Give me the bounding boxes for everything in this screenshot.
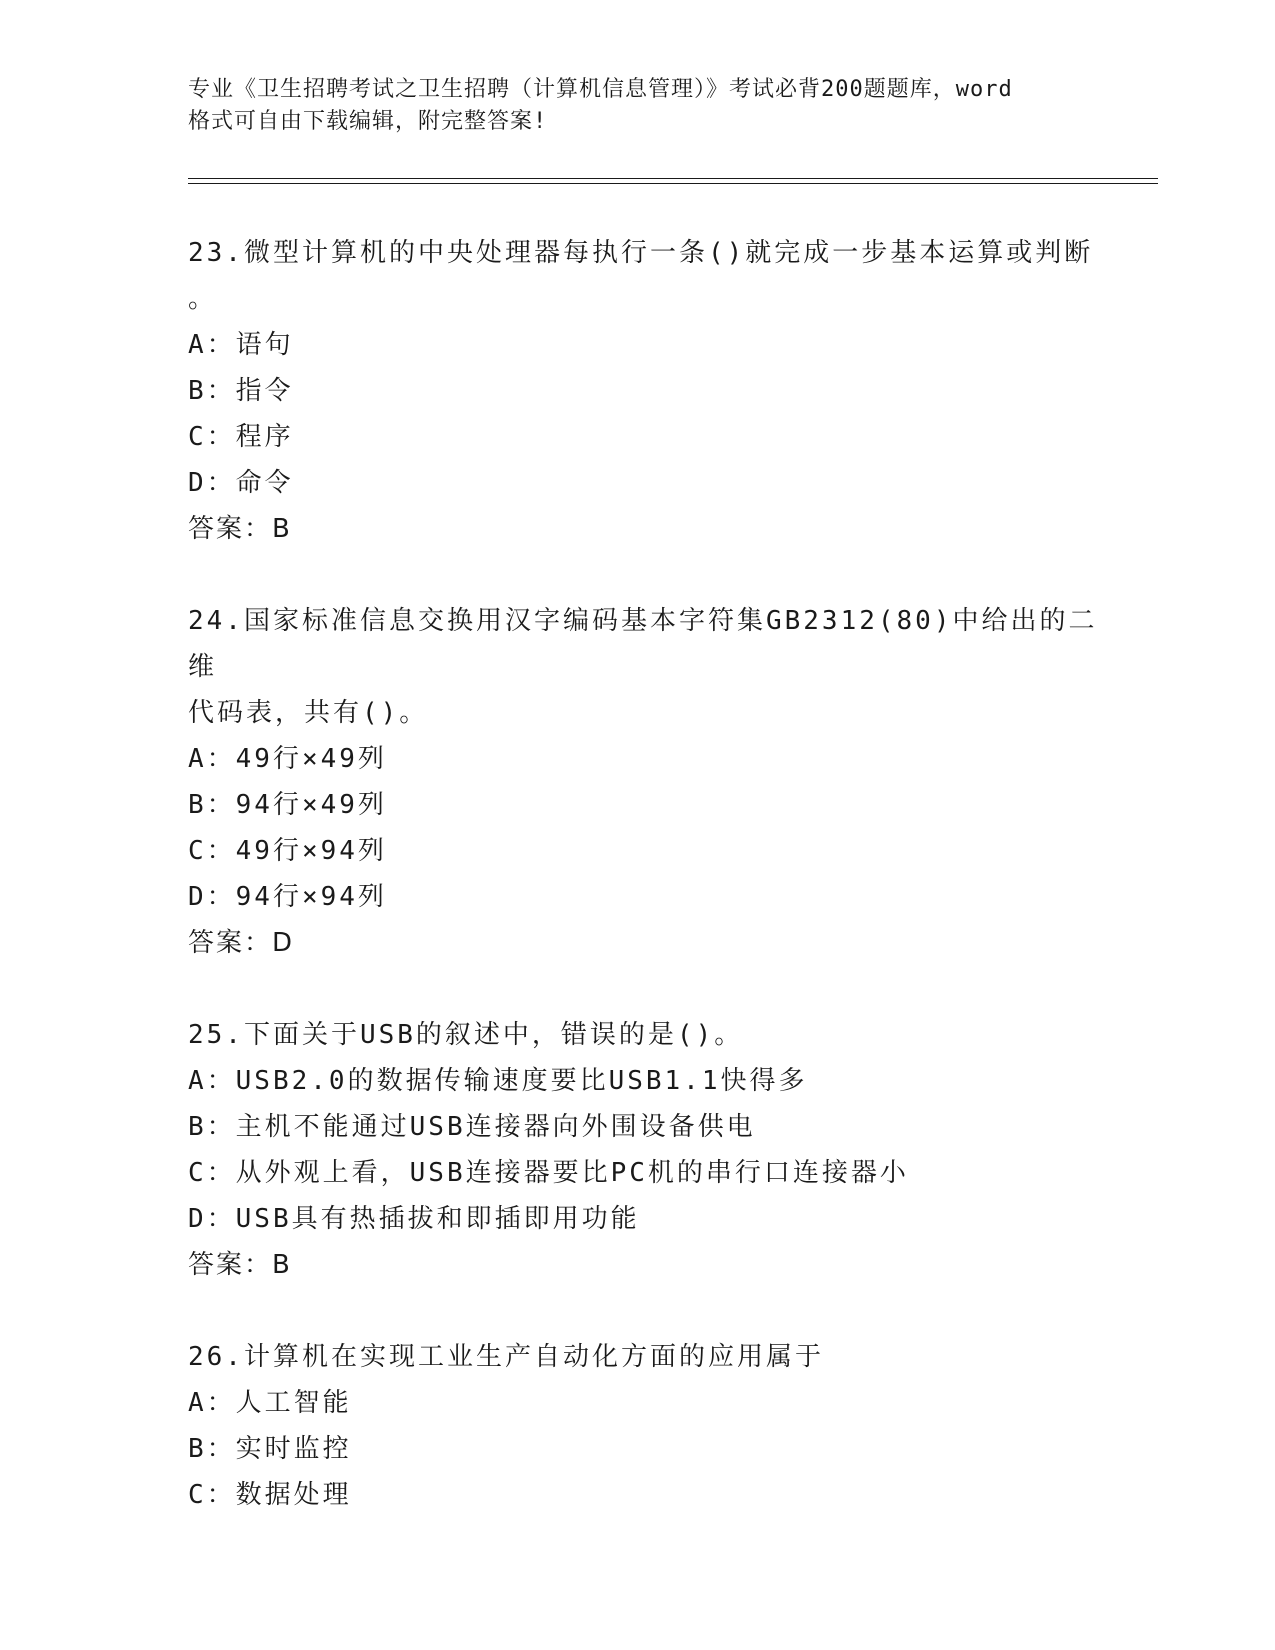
question-stem: 25.下面关于USB的叙述中，错误的是()。 bbox=[188, 1020, 744, 1050]
question-stem-continued: 。 bbox=[188, 284, 218, 314]
option-b: B：主机不能通过USB连接器向外围设备供电 bbox=[188, 1112, 756, 1142]
option-d: D：命令 bbox=[188, 468, 294, 498]
question-stem: 23.微型计算机的中央处理器每执行一条()就完成一步基本运算或判断 bbox=[188, 238, 1094, 268]
header-line-2: 格式可自由下载编辑，附完整答案! bbox=[188, 109, 548, 134]
option-b: B：指令 bbox=[188, 376, 294, 406]
option-c: C：数据处理 bbox=[188, 1480, 352, 1510]
question-stem: 24.国家标准信息交换用汉字编码基本字符集GB2312(80)中给出的二维 bbox=[188, 606, 1098, 682]
question-23 bbox=[188, 230, 1108, 552]
option-d: D：USB具有热插拔和即插即用功能 bbox=[188, 1204, 640, 1234]
option-c: C：程序 bbox=[188, 422, 294, 452]
option-b: B：94行×49列 bbox=[188, 790, 387, 820]
answer: 答案：B bbox=[188, 1250, 292, 1280]
header-divider bbox=[188, 178, 1158, 184]
answer: 答案：B bbox=[188, 514, 292, 544]
question-24 bbox=[188, 598, 1108, 966]
option-d: D：94行×94列 bbox=[188, 882, 387, 912]
option-c: C：从外观上看，USB连接器要比PC机的串行口连接器小 bbox=[188, 1158, 909, 1188]
option-a: A：USB2.0的数据传输速度要比USB1.1快得多 bbox=[188, 1066, 808, 1096]
document-header bbox=[188, 74, 1088, 138]
question-25 bbox=[188, 1012, 1108, 1288]
option-a: A：语句 bbox=[188, 330, 294, 360]
option-c: C：49行×94列 bbox=[188, 836, 387, 866]
header-line-1: 专业《卫生招聘考试之卫生招聘（计算机信息管理）》考试必背200题题库，word bbox=[188, 77, 1013, 102]
answer: 答案：D bbox=[188, 928, 295, 958]
option-a: A：人工智能 bbox=[188, 1388, 352, 1418]
question-list bbox=[188, 230, 1108, 1564]
option-b: B：实时监控 bbox=[188, 1434, 352, 1464]
question-stem: 26.计算机在实现工业生产自动化方面的应用属于 bbox=[188, 1342, 824, 1372]
option-a: A：49行×49列 bbox=[188, 744, 387, 774]
question-stem-continued: 代码表，共有()。 bbox=[188, 698, 429, 728]
question-26 bbox=[188, 1334, 1108, 1518]
